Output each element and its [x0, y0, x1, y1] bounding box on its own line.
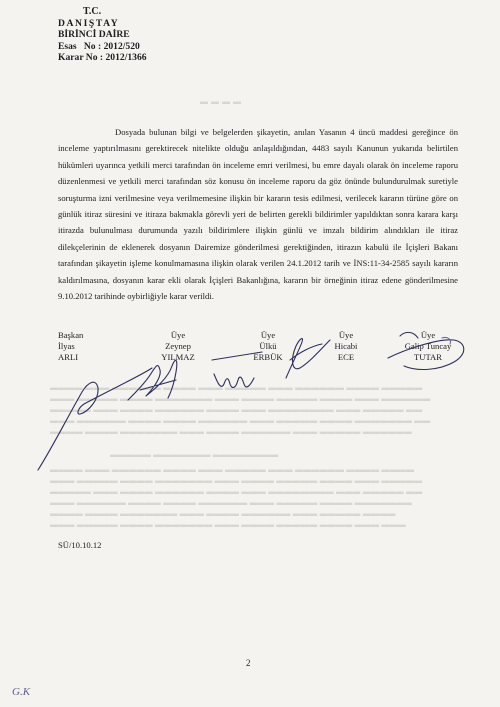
header-esas-no: Esas No : 2012/520 — [58, 40, 140, 52]
signatory-first-name: Hicabi — [334, 341, 358, 351]
signatory-last-name: ECE — [337, 352, 355, 362]
signatory-role: Üye — [260, 330, 276, 340]
signatory-role: Üye — [170, 330, 186, 340]
bleed-through-heading: ▬▬▬▬ — [200, 97, 244, 106]
bleed-through-text: ▬▬▬▬ ▬▬▬ ▬▬▬▬▬▬ ▬▬▬▬ ▬▬▬ ▬▬▬▬▬ ▬▬▬ ▬▬▬▬▬▬ ▬▬▬▬ ▬▬▬▬▬ ▬▬▬ ▬▬▬▬▬ ▬▬▬▬ ▬▬▬▬▬▬▬ ▬▬▬ ▬▬▬▬ ▬▬▬▬▬ ▬▬▬▬ ▬▬▬ ▬▬▬▬▬▬ ▬▬▬▬▬ ▬▬▬ ▬▬▬▬ ▬▬▬▬▬▬ ▬▬▬▬ ▬▬▬ ▬▬▬▬▬▬▬▬ ▬▬▬ ▬▬▬▬▬ ▬▬ ▬▬▬ ▬▬▬▬▬▬ ▬▬▬▬ ▬▬▬▬ ▬▬▬▬▬▬ ▬▬▬ ▬▬▬▬▬ ▬▬▬▬ ▬▬▬▬▬▬▬ ▬▬ ▬▬▬▬ ▬▬▬▬ ▬▬▬▬▬▬▬ ▬▬▬ ▬▬▬▬ ▬▬▬▬▬▬ ▬▬▬ ▬▬▬▬▬ ▬▬▬▬▬▬ ▬▬▬▬▬ ▬▬▬▬▬▬▬ ▬▬▬▬▬▬▬▬ ▬▬▬▬ ▬▬▬ ▬▬▬▬▬▬ ▬▬▬▬ ▬▬▬ ▬▬▬▬▬ ▬▬▬ ▬▬▬▬▬▬ ▬▬▬▬ ▬▬▬▬ ▬▬▬ ▬▬▬▬▬ ▬▬▬▬ ▬▬▬▬▬▬▬ ▬▬▬ ▬▬▬▬ ▬▬▬▬▬ ▬▬▬▬ ▬▬▬ ▬▬▬▬▬ ▬▬▬▬▬ ▬▬▬ ▬▬▬▬ ▬▬▬▬▬▬ ▬▬▬▬ ▬▬▬ ▬▬▬▬▬▬▬▬ ▬▬▬ ▬▬▬▬▬ ▬▬ ▬▬▬ ▬▬▬▬▬▬ ▬▬▬▬ ▬▬▬▬ ▬▬▬▬▬▬ ▬▬▬ ▬▬▬▬▬ ▬▬▬▬ ▬▬▬▬▬▬▬ ▬▬▬▬ ▬▬▬▬ ▬▬▬▬▬▬▬ ▬▬▬ ▬▬▬▬ ▬▬▬▬▬▬ ▬▬▬ ▬▬▬▬▬ ▬▬▬▬ ▬▬▬ ▬▬▬▬▬ ▬▬▬▬ ▬▬▬▬▬▬▬ ▬▬▬ ▬▬▬▬ ▬▬▬▬▬ ▬▬▬▬ ▬▬▬ ▬▬▬ — [50, 383, 431, 529]
signatory-last-name: ARLI — [58, 352, 79, 362]
signature-baskan — [38, 368, 152, 470]
signatory-last-name: YILMAZ — [161, 352, 195, 362]
signatory-first-name: Galip Tuncay — [404, 341, 452, 351]
footer-reference: SÜ/10.10.12 — [58, 540, 102, 550]
signatory-role: Üye — [420, 330, 436, 340]
signatory-first-name: Ülkü — [259, 341, 277, 351]
page-number: 2 — [246, 658, 251, 668]
header-department: BİRİNCİ DAİRE — [58, 29, 130, 41]
header-karar-no: Karar No : 2012/1366 — [58, 52, 147, 64]
signature-uye-4 — [388, 332, 464, 369]
signatory-last-name: TUTAR — [414, 352, 442, 362]
signature-uye-2 — [212, 352, 262, 387]
signature-uye-3 — [286, 339, 330, 378]
signature-uye-1 — [128, 360, 177, 400]
signatory-first-name: İlyas — [58, 341, 75, 351]
decision-paragraph: Dosyada bulunan bilgi ve belgelerden şikayetin, anılan Yasanın 4 üncü maddesi gereğince ön inceleme yaptırılmasını gerektirecek nitelikte olduğu anlaşıldığından, 4483 sayılı Kanunun yukarıda belirtilen hükümleri uyarınca yetkili merci tarafından ön inceleme emri verilmesi, bu emre dayalı olarak ön inceleme raporu düzenlenmesi ve yetkili merci tarafından söz konusu ön inceleme raporu da göz önünde bulundurulmak suretiyle soruşturma izni verilmesine veya verilmemesine ilişkin bir kararın tesis edilmesi, verilecek kararın türüne göre on günlük itiraz süresini ve itiraza bakmakla görevli yeri de belirten gerekli bildirimler yapıldıktan sonra karara karşı itirazda bulunulması durumunda yazılı bildirimlere ilişkin günlü ve imzalı bildirim alındıkları ile itiraz dilekçelerinin de eklenerek dosyanın Dairemize gönderilmesi gerektiğinden, itirazın kabulü ile İçişleri Bakanı tarafından şikayetin işleme konulmamasına ilişkin olarak verilen 24.1.2012 tarih ve İNS:11-34-2585 sayılı kararın kaldırılmasına, dosyanın karar ekli olarak İçişleri Bakanlığına, kararın bir örneğinin itiraz edene gönderilmesine 9.10.2012 tarihinde oybirliğiyle karar verildi. — [58, 127, 458, 302]
corner-handwritten-mark: G.K — [12, 686, 31, 698]
signatory-last-name: ERBÜK — [253, 352, 283, 362]
signatory-role: Üye — [338, 330, 354, 340]
header-tc: T.C. — [83, 6, 102, 17]
signatory-role: Başkan — [58, 330, 84, 340]
header-institution: DANIŞTAY — [58, 17, 120, 29]
signatory-first-name: Zeynep — [165, 341, 191, 351]
